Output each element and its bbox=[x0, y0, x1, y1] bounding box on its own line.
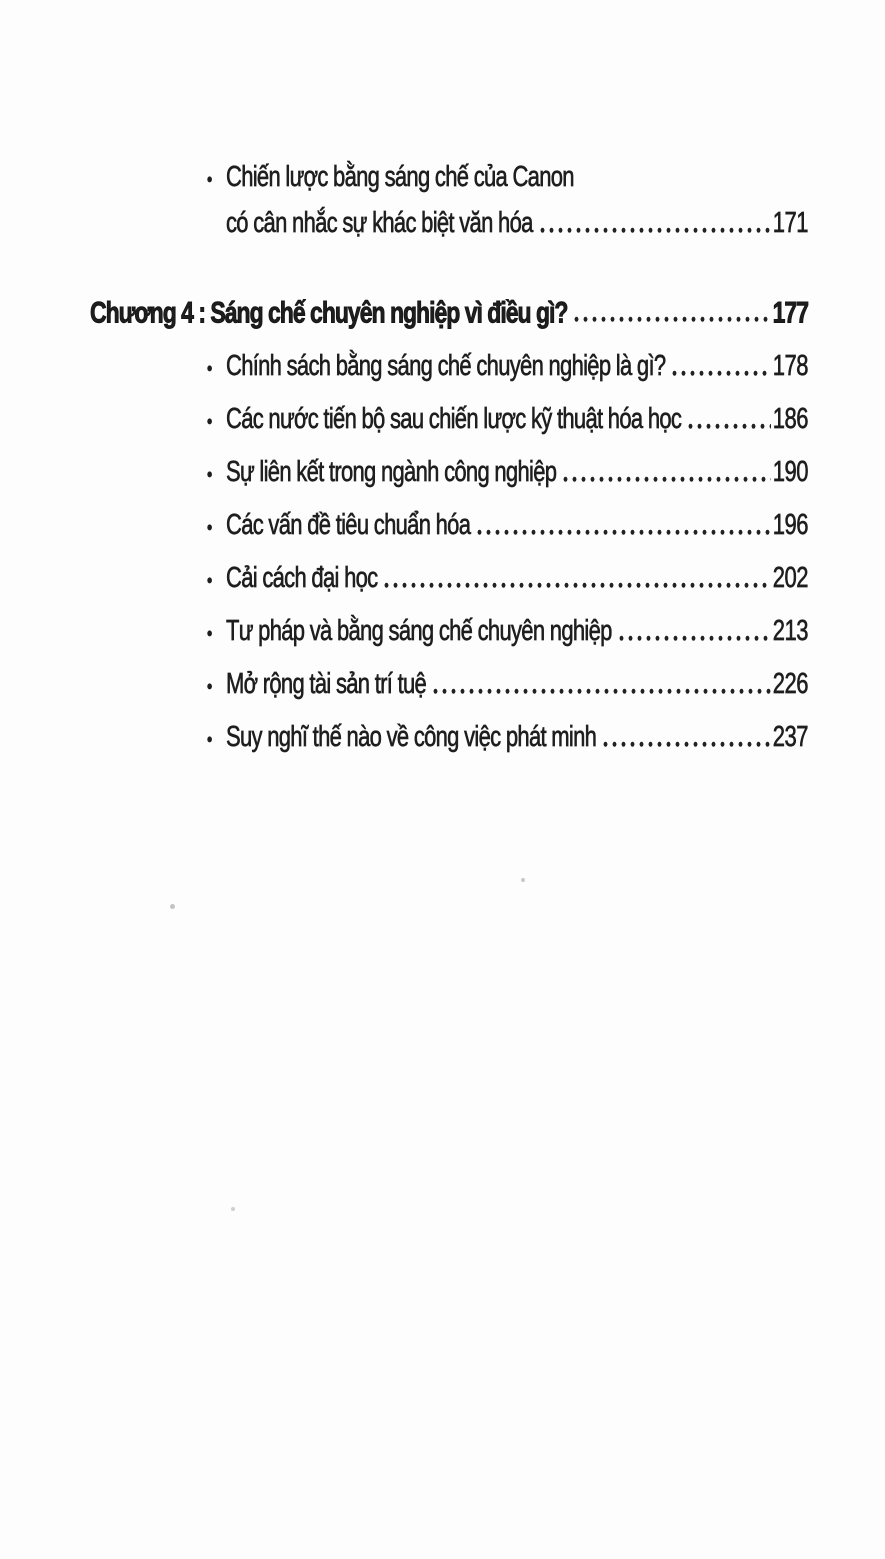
dot-leader bbox=[670, 370, 770, 377]
toc-entry bbox=[90, 720, 808, 754]
toc-entry bbox=[90, 508, 808, 542]
scan-speck-artifact bbox=[170, 904, 175, 909]
toc-entry-label: Tư pháp và bằng sáng chế chuyên nghiệp bbox=[226, 614, 612, 647]
toc-content bbox=[90, 160, 808, 754]
bullet-icon: • bbox=[207, 358, 213, 381]
page-number: 237 bbox=[772, 720, 808, 753]
toc-entry-label: Mở rộng tài sản trí tuệ bbox=[226, 667, 427, 700]
bullet-icon: • bbox=[207, 517, 213, 540]
bullet-icon: • bbox=[207, 676, 213, 699]
page-number: 213 bbox=[772, 614, 808, 647]
bullet-icon: • bbox=[207, 169, 213, 192]
toc-entry bbox=[90, 455, 808, 489]
chapter-heading bbox=[90, 295, 808, 329]
page-number: 186 bbox=[772, 402, 808, 435]
toc-carryover-line1 bbox=[90, 160, 808, 194]
toc-entry bbox=[90, 402, 808, 436]
dot-leader bbox=[538, 227, 771, 234]
page-number: 171 bbox=[772, 206, 808, 239]
dot-leader bbox=[617, 635, 771, 642]
bullet-icon: • bbox=[207, 623, 213, 646]
page-number: 178 bbox=[772, 349, 808, 382]
toc-entry-label: Chiến lược bằng sáng chế của Canon bbox=[226, 160, 574, 193]
page-number: 196 bbox=[772, 508, 808, 541]
page-number: 190 bbox=[772, 455, 808, 488]
scan-speck-artifact bbox=[521, 878, 525, 882]
toc-entry-label: Suy nghĩ thế nào về công việc phát minh bbox=[226, 720, 597, 753]
page-number: 202 bbox=[772, 561, 808, 594]
bullet-icon: • bbox=[207, 729, 213, 752]
toc-entry-label: Cải cách đại học bbox=[226, 561, 378, 594]
page-number: 177 bbox=[772, 295, 808, 329]
dot-leader bbox=[475, 529, 771, 536]
dot-leader bbox=[601, 741, 771, 748]
chapter-heading-label: Chương 4 : Sáng chế chuyên nghiệp vì điều gì? bbox=[90, 295, 568, 329]
bullet-icon: • bbox=[207, 464, 213, 487]
bullet-icon: • bbox=[207, 411, 213, 434]
dot-leader bbox=[431, 688, 771, 695]
toc-entry-label: Sự liên kết trong ngành công nghiệp bbox=[226, 455, 557, 488]
toc-entry-label: Các vấn đề tiêu chuẩn hóa bbox=[226, 508, 471, 541]
toc-entry-list bbox=[90, 349, 808, 754]
toc-carryover-line2 bbox=[90, 206, 808, 240]
page-number: 226 bbox=[772, 667, 808, 700]
toc-entry bbox=[90, 561, 808, 595]
bullet-icon: • bbox=[207, 570, 213, 593]
toc-entry bbox=[90, 349, 808, 383]
dot-leader bbox=[382, 582, 770, 589]
toc-entry-label: Chính sách bằng sáng chế chuyên nghiệp là gì? bbox=[226, 349, 666, 382]
dot-leader bbox=[561, 476, 771, 483]
dot-leader bbox=[572, 316, 770, 323]
scan-speck-artifact bbox=[231, 1207, 235, 1211]
toc-entry-label: Các nước tiến bộ sau chiến lược kỹ thuật hóa học bbox=[226, 402, 682, 435]
toc-entry-label: có cân nhắc sự khác biệt văn hóa bbox=[226, 206, 533, 239]
toc-entry bbox=[90, 667, 808, 701]
toc-entry bbox=[90, 614, 808, 648]
dot-leader bbox=[686, 423, 771, 430]
